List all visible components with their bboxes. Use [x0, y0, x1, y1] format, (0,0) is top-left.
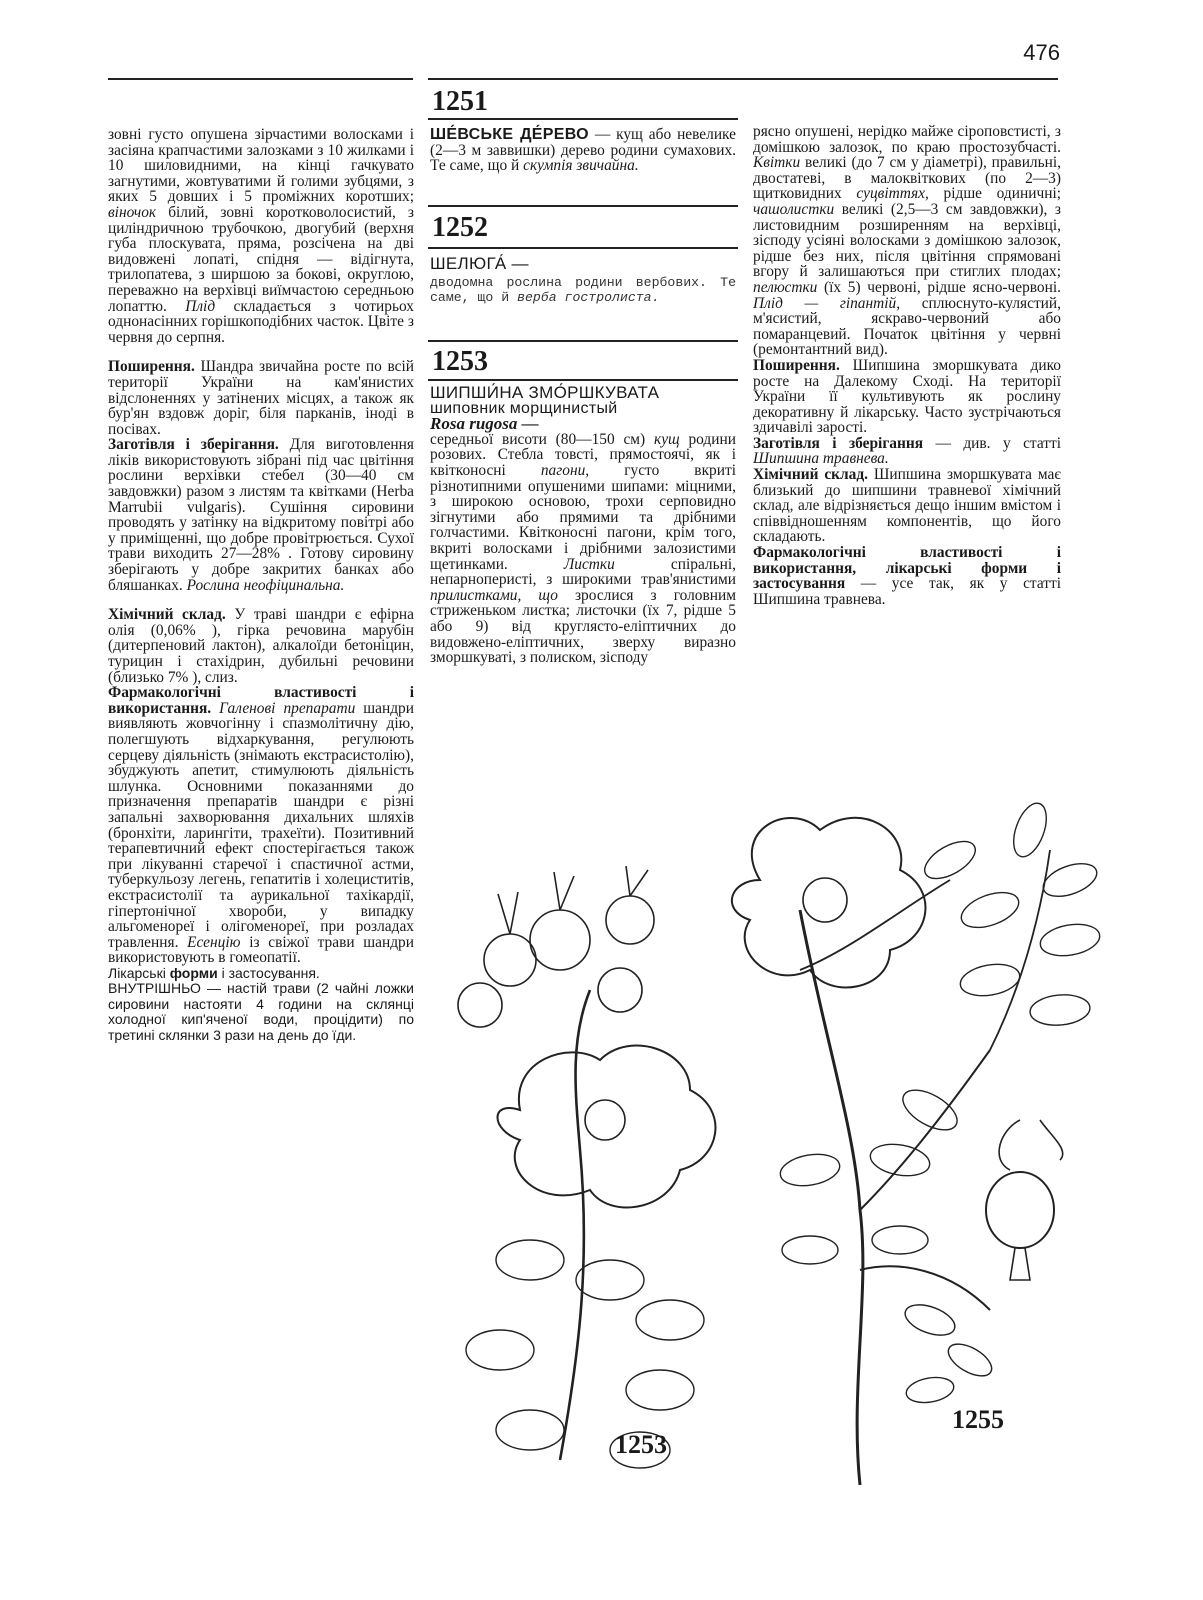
rule-before-1253 — [428, 340, 738, 342]
left-paragraph-harvest: Заготівля і зберігання. Для виготовлення ліків використовують зібрані під час цвітіння рослини верхівки стебел (30—40 см завдовжки) разом з листям та квітками (Herba Marrubii vulgaris). Сушіння сировини проводять у затінку на відкритому повітрі або у приміщенні, що добре провітрюється. Сухої трави виходить 27—28% . Готову сировину зберігають у добре закритих банках або бляшанках. Рослина неофіцинальна. — [108, 436, 414, 594]
right-paragraph-description: рясно опушені, нерідко майже сіроповстисті, з домішкою залозок, по краю простозубчасті. Квітки великі (до 7 см у діаметрі), правильні, двостатеві, в малоквіткових (по 2—3) щитковидних суцвіттях, рідше одиничні; чашолистки великі (2,5—3 см завдовжки), з листовидним розширенням на верхівці, зісподу усіяні волосками з домішкою залозок, рідше без них, після цвітіння спрямовані вгору й залишаються при стиглих плодах; пелюстки (їх 5) червоні, рідше ясно-червоні. Плід — гіпантій, сплюснуто-кулястий, м'ясистий, яскраво-червоний або помаранцевий. Початок цвітіння у червні (ремонтантний вид). — [753, 123, 1061, 359]
left-paragraph-internal: ВНУТРІШНЬО — настій трави (2 чайні ложки сировини настояти 4 години на склянці холодної кип'яченої води, процідити) по третині склянки 3 рази на день до їди. — [108, 980, 415, 1043]
rule-1253 — [428, 379, 738, 381]
right-paragraph-harvest: Заготівля і зберігання — див. у статті Шипшина травнева. — [753, 434, 1061, 468]
left-paragraph-1: зовні густо опушена зірчастими волосками і засіяна крапчастими залозками з 10 жилками і 10 шиловидними, на кінці гачкувато загнутими, жовтуватими й голими зубцями, з яких 5 довших і 5 проміжних коротших; віночок білий, зовні коротковолосистий, з циліндричною трубочкою, двогубий (верхня губа плоскувата, пряма, розсічена на дві видовжені лопаті, спідня — відігнута, трилопатева, з ширшою за бокові, округлою, переважно на верхівці виїмчастою середньою лопаттю. Плід складається з чотирьох однонасінних горішкоподібних часток. Цвіте з червня до серпня. — [108, 126, 414, 346]
rose-illustration — [430, 790, 1120, 1510]
right-paragraph-pharmacology: Фармакологічні властивості і використання, лікарські форми і застосування — усе так, як у статті Шипшина травнева. — [753, 544, 1061, 608]
figure-label-1253: 1253 — [615, 1430, 667, 1459]
entry-number-1252: 1252 — [432, 212, 488, 243]
entry-number-1253: 1253 — [432, 346, 488, 377]
rule-1252 — [428, 247, 738, 249]
left-paragraph-chemistry: Хімічний склад. У траві шандри є ефірна олія (0,06% ), гірка речовина марубін (дитерпеновий лактон), алкалоїди бетоніцин, турицин і стахідрин, дубильні речовини (близько 7% ), слиз. — [108, 606, 414, 686]
right-paragraph-chemistry: Хімічний склад. Шипшина зморшкувата має близький до шипшини травневої хімічний склад, але відрізняється дещо іншим вмістом і співвідношенням компонентів, що його складають. — [753, 466, 1061, 546]
figure-label-1255: 1255 — [952, 1405, 1004, 1434]
page-number: 476 — [1023, 40, 1060, 65]
rule-1251 — [428, 118, 738, 120]
entry-1253: ШИПШИ́НА ЗМО́РШКУВАТА шиповник морщинистый Rosa rugosa — середньої висоти (80—150 см) кущ родини розових. Стебла товсті, прямостоячі, як і квітконосні пагони, густо вкриті різнотипними опушеними шипами: міцними, з широкою основою, трохи серповидно зігнутими або прямими та дрібними голчастими. Квітконосні пагони, крім того, вкриті волосками і дрібними залозистими щетинками. Листки спіральні, непарноперисті, з широкими трав'янистими прилистками, що зрослися з головним стриженьком листка; листочки (їх 7, рідше 5 або 9) від кругляcто-еліптичних до видовжено-еліптичних, зверху виразно зморшкуваті, з полиском, зісподу — [430, 383, 736, 667]
entry-1252: ШЕЛЮГА́ — дводомна рослина родини вербових. Те саме, що й верба гостролиста. — [430, 254, 736, 305]
right-column — [753, 124, 1061, 607]
rule-before-1252 — [428, 205, 738, 207]
entry-number-1251: 1251 — [432, 86, 488, 117]
header-rule-left — [108, 78, 413, 80]
header-rule-right — [428, 78, 1058, 80]
entry-1251: ШЕ́ВСЬКЕ ДЕ́РЕВО — кущ або невелике (2—3 м заввишки) дерево родини сумахових. Те саме, що й скумпія звичайна. — [430, 126, 736, 175]
left-paragraph-forms: Лікарські форми і застосування. — [108, 964, 320, 981]
left-paragraph-distribution: Поширення. Шандра звичайна росте по всій території України на кам'янистих відслоненнях у затінених місцях, а також як бур'ян вздовж доріг, біля парканів, іноді в посівах. — [108, 358, 414, 438]
right-paragraph-distribution: Поширення. Шипшина зморшкувата дико росте на Далекому Сході. На території України її культивують як рослину декоративну й лікарську. Часто зустрічаються здичавілі зарості. — [753, 356, 1061, 437]
left-column — [108, 127, 414, 1043]
left-paragraph-pharmacology: Фармакологічні властивості і використання. Галенові препарати шандри виявляють жовчогінну і спазмолітичну дію, полегшують відхаркування, регулюють серцеву діяльність (знімають екстрасистолію), збуджують апетит, стимулюють діяльність шлунка. Основними показаннями до призначення препаратів шандри є різні запальні захворювання дихальних шляхів (бронхіти, ларингіти, трахеїти). Позитивний терапевтичний ефект спостерігається також при лікуванні старечої і спастичної астми, туберкульозу легень, гепатитів і холециститів, екстрасистолії та аурикальної тахікардії, гіпертонічної хвороби, у випадку альгоменореї і олігоменореї, при розладах травлення. Есенцію із свіжої трави шандри використовують в гомеопатії. — [108, 684, 414, 967]
